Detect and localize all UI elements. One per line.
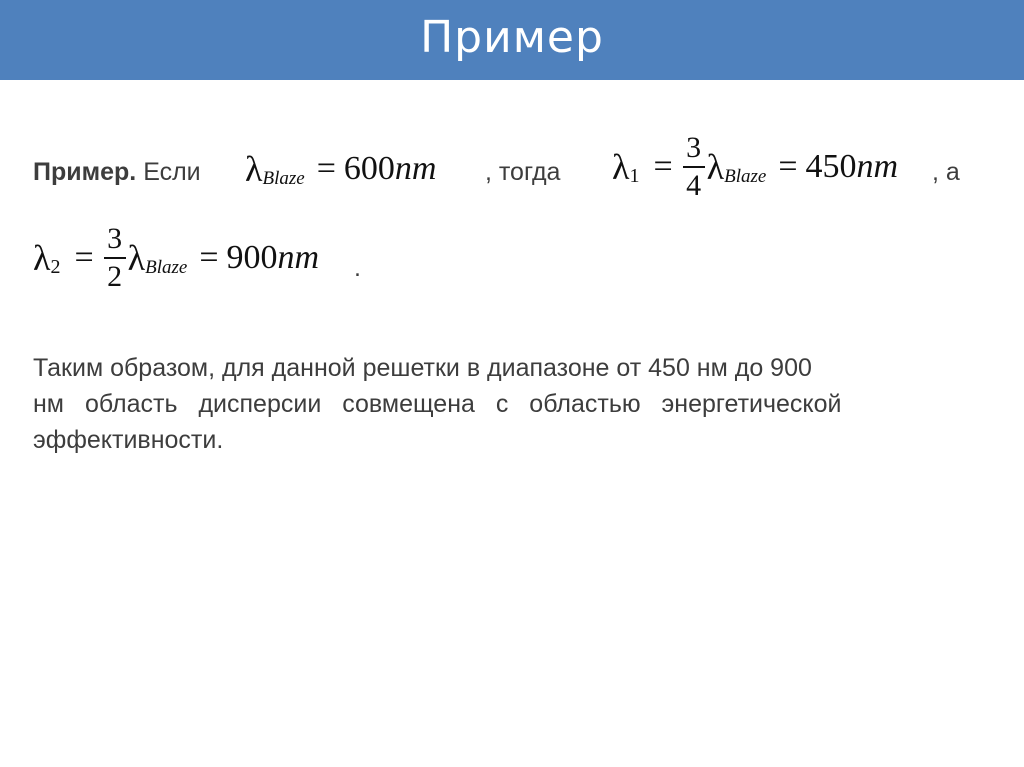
equation-lambda1 (612, 132, 898, 201)
lead-text: Если (143, 158, 201, 186)
connector-and: , а (932, 158, 960, 186)
conclusion-paragraph (33, 350, 975, 458)
fraction-numerator: 3 (686, 131, 702, 164)
subscript-2: 2 (50, 256, 61, 278)
slide-body (0, 80, 1024, 767)
unit-nm: nm (277, 238, 320, 276)
connector-then: , тогда (485, 158, 561, 186)
equals-sign: = (653, 147, 673, 185)
subscript-blaze: Blaze (145, 256, 188, 278)
lambda-symbol: λ (245, 149, 263, 189)
equals-sign: = (316, 150, 336, 187)
subscript-blaze: Blaze (724, 165, 767, 187)
lambda-symbol: λ (127, 237, 146, 278)
paragraph-line: нм область дисперсии совмещена с областью энергетической (33, 390, 842, 418)
paragraph-line: эффективности. (33, 426, 224, 454)
unit-nm: nm (856, 147, 899, 185)
value-450: 450 (805, 147, 857, 185)
end-dot: . (354, 254, 361, 282)
title-bar (0, 0, 1024, 80)
fraction-numerator: 3 (107, 222, 123, 255)
equation-lambda2 (33, 223, 319, 292)
lambda-symbol: λ (706, 146, 725, 187)
unit-nm: nm (394, 150, 437, 187)
fraction-denominator: 2 (107, 259, 123, 293)
lambda-symbol: λ (612, 146, 630, 187)
fraction-3-2 (104, 223, 126, 292)
equals-sign: = (199, 238, 219, 276)
value-600: 600 (343, 150, 395, 187)
subscript-blaze: Blaze (262, 168, 305, 189)
value-900: 900 (226, 238, 278, 276)
fraction-3-4 (683, 132, 705, 201)
equals-sign: = (74, 238, 94, 276)
equals-sign: = (778, 147, 798, 185)
paragraph-line: Таким образом, для данной решетки в диапазоне от 450 нм до 900 (33, 354, 812, 382)
subscript-1: 1 (629, 165, 640, 187)
lead-line (33, 158, 201, 187)
fraction-denominator: 4 (686, 168, 702, 202)
lead-bold: Пример. (33, 158, 137, 186)
lambda-symbol: λ (33, 237, 51, 278)
equation-blaze (245, 148, 436, 190)
slide-title: Пример (420, 11, 604, 63)
